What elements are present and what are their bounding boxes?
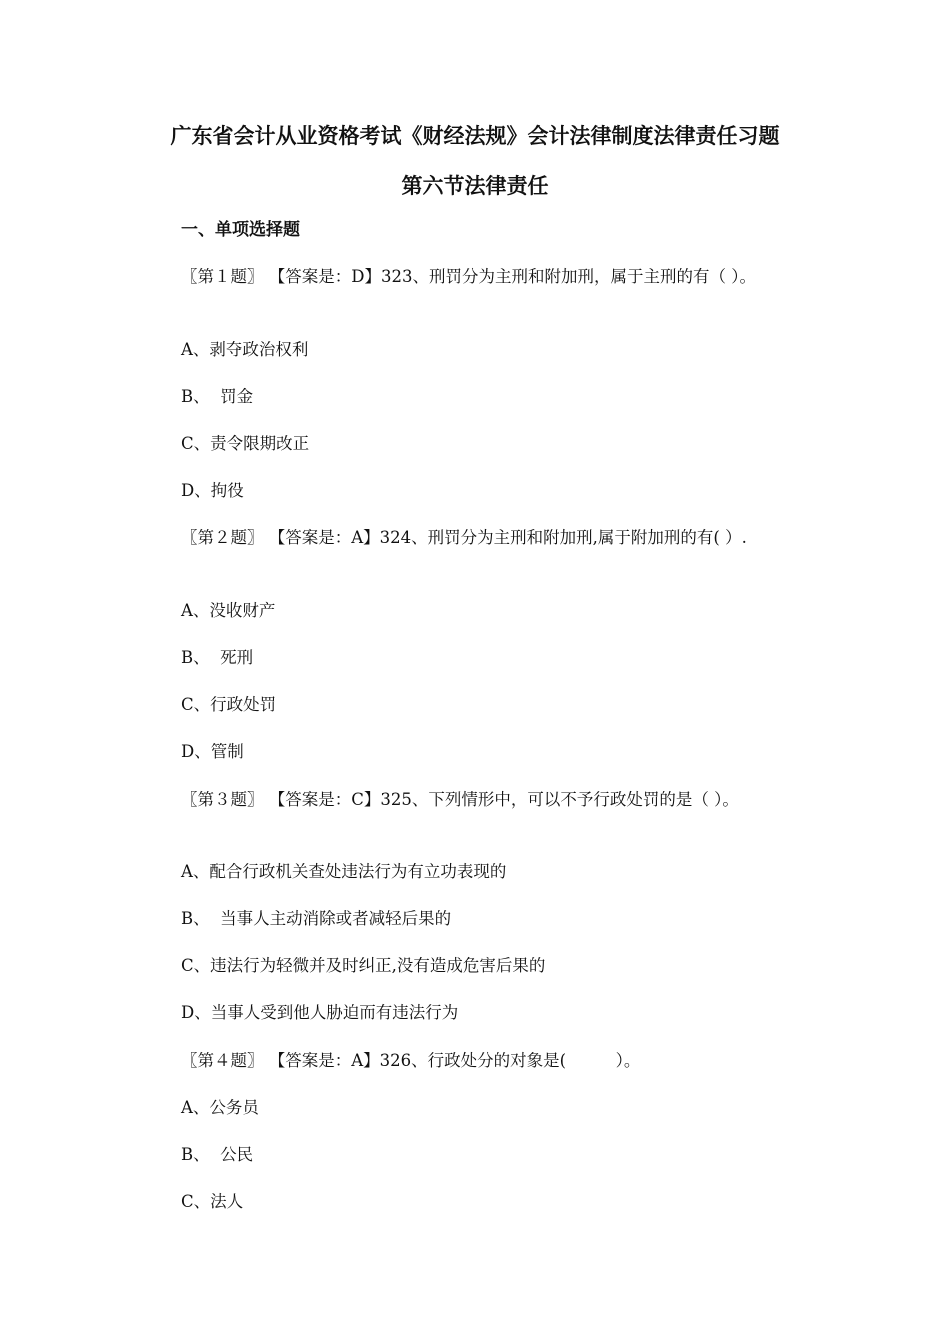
- question-2: 〖第２题〗 【答案是：A】324、刑罚分为主刑和附加刑,属于附加刑的有( ）.: [181, 528, 747, 547]
- document-title: 广东省会计从业资格考试《财经法规》会计法律制度法律责任习题: [170, 124, 780, 148]
- document-subtitle: 第六节法律责任: [401, 174, 549, 198]
- question-1-option-a: A、剥夺政治权利: [181, 340, 309, 359]
- question-3-option-b: B、 当事人主动消除或者减轻后果的: [181, 909, 452, 928]
- question-4-option-b: B、 公民: [181, 1145, 254, 1164]
- question-3-option-d: D、当事人受到他人胁迫而有违法行为: [181, 1003, 459, 1022]
- question-2-option-b: B、 死刑: [181, 648, 254, 667]
- question-1-option-c: C、责令限期改正: [181, 434, 310, 453]
- question-3: 〖第３题〗 【答案是：C】325、下列情形中，可以不予行政处罚的是（ ）。: [181, 790, 739, 809]
- question-1: 〖第１题〗 【答案是：D】323、刑罚分为主刑和附加刑，属于主刑的有（ ）。: [181, 267, 756, 286]
- section-heading: 一、单项选择题: [181, 220, 300, 240]
- question-3-option-a: A、配合行政机关查处违法行为有立功表现的: [181, 862, 507, 881]
- question-1-option-b: B、 罚金: [181, 387, 254, 406]
- question-4-option-c: C、法人: [181, 1192, 244, 1211]
- question-2-option-d: D、管制: [181, 742, 244, 761]
- question-3-option-c: C、违法行为轻微并及时纠正,没有造成危害后果的: [181, 956, 546, 975]
- question-1-option-d: D、拘役: [181, 481, 244, 500]
- question-2-option-a: A、没收财产: [181, 601, 276, 620]
- question-4: 〖第４题〗 【答案是：A】326、行政处分的对象是( ）。: [181, 1051, 641, 1070]
- question-4-option-a: A、公务员: [181, 1098, 259, 1117]
- question-2-option-c: C、行政处罚: [181, 695, 277, 714]
